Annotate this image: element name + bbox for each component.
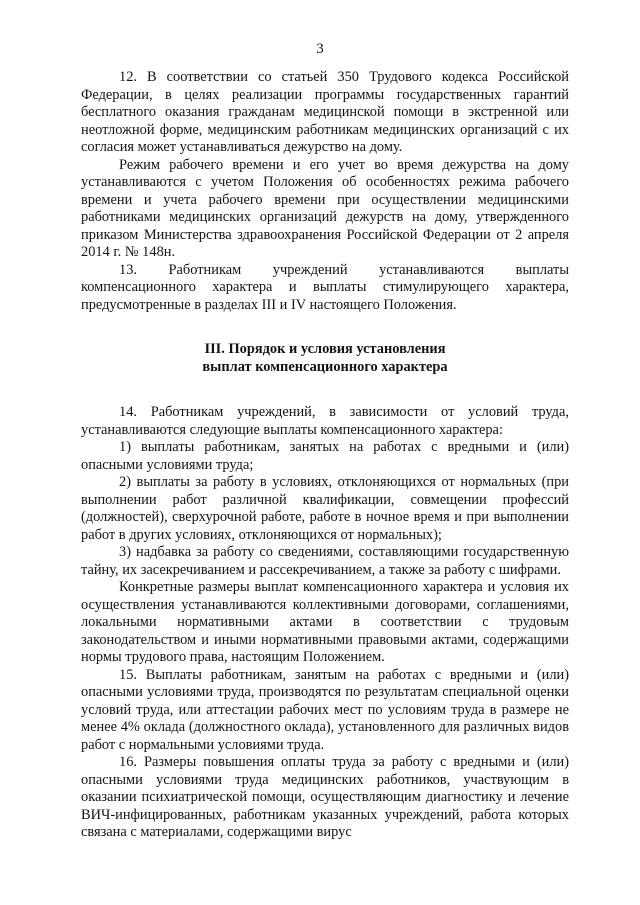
list-item-1: 1) выплаты работникам, занятых на работах с вредными и (или) опасными условиями труда; (81, 439, 569, 473)
list-item-3: 3) надбавка за работу со сведениями, составляющими государственную тайну, их засекречиванием и рассекречиванием, а также за работу с шифрами. (81, 544, 569, 578)
paragraph-12: 12. В соответствии со статьей 350 Трудового кодекса Российской Федерации, в целях реализации программы государственных гарантий бесплатного оказания гражданам медицинской помощи в экстренной или неотложной форме, медицинским работникам медицинских организаций с их согласия может устанавливаться дежурство на дому. (81, 69, 569, 155)
list-item-2: 2) выплаты за работу в условиях, отклоняющихся от нормальных (при выполнении работ различной квалификации, совмещении профессий (должностей), сверхурочной работе, работе в ночное время и при выполнении работ в других условиях, отклоняющихся от нормальных); (81, 474, 569, 543)
paragraph-specific-sizes: Конкретные размеры выплат компенсационного характера и условия их осуществления устанавливаются коллективными договорами, соглашениями, локальными нормативными актами в соответствии с трудовым законодательством и иными нормативными правовыми актами, содержащими нормы трудового права, настоящим Положением. (81, 579, 569, 665)
section-heading-line-2: выплат компенсационного характера (202, 359, 448, 375)
paragraph-16: 16. Размеры повышения оплаты труда за работу с вредными и (или) опасными условиями труда медицинских работников, участвующим в оказании психиатрической помощи, осуществляющим диагностику и лечение ВИЧ-инфицированных, работникам указанных учреждений, работа которых связана с материалами, содержащими вирус (81, 754, 569, 840)
section-heading (81, 340, 569, 376)
paragraph-13: 13. Работникам учреждений устанавливаются выплаты компенсационного характера и выплаты стимулирующего характера, предусмотренные в разделах III и IV настоящего Положения. (81, 261, 569, 313)
paragraph-15: 15. Выплаты работникам, занятым на работах с вредными и (или) опасными условиями труда, производятся по результатам специальной оценки условий труда, или аттестации рабочих мест по условиям труда в размере не менее 4% оклада (должностного оклада), установленного для различных видов работ с нормальными условиями труда. (81, 666, 569, 753)
paragraph-14: 14. Работникам учреждений, в зависимости от условий труда, устанавливаются следующие выплаты компенсационного характера: (81, 404, 569, 438)
section-heading-line-1: III. Порядок и условия установления (204, 341, 446, 357)
document-body (81, 69, 569, 842)
page-number: 3 (316, 41, 324, 57)
paragraph-duty-regime: Режим рабочего времени и его учет во время дежурства на дому устанавливаются с учетом Положения об особенностях режима рабочего времени и учета рабочего времени при осуществлении медицинскими работниками медицинских организаций дежурств на дому, утвержденного приказом Министерства здравоохранения Российской Федерации от 2 апреля 2014 г. № 148н. (81, 156, 569, 260)
